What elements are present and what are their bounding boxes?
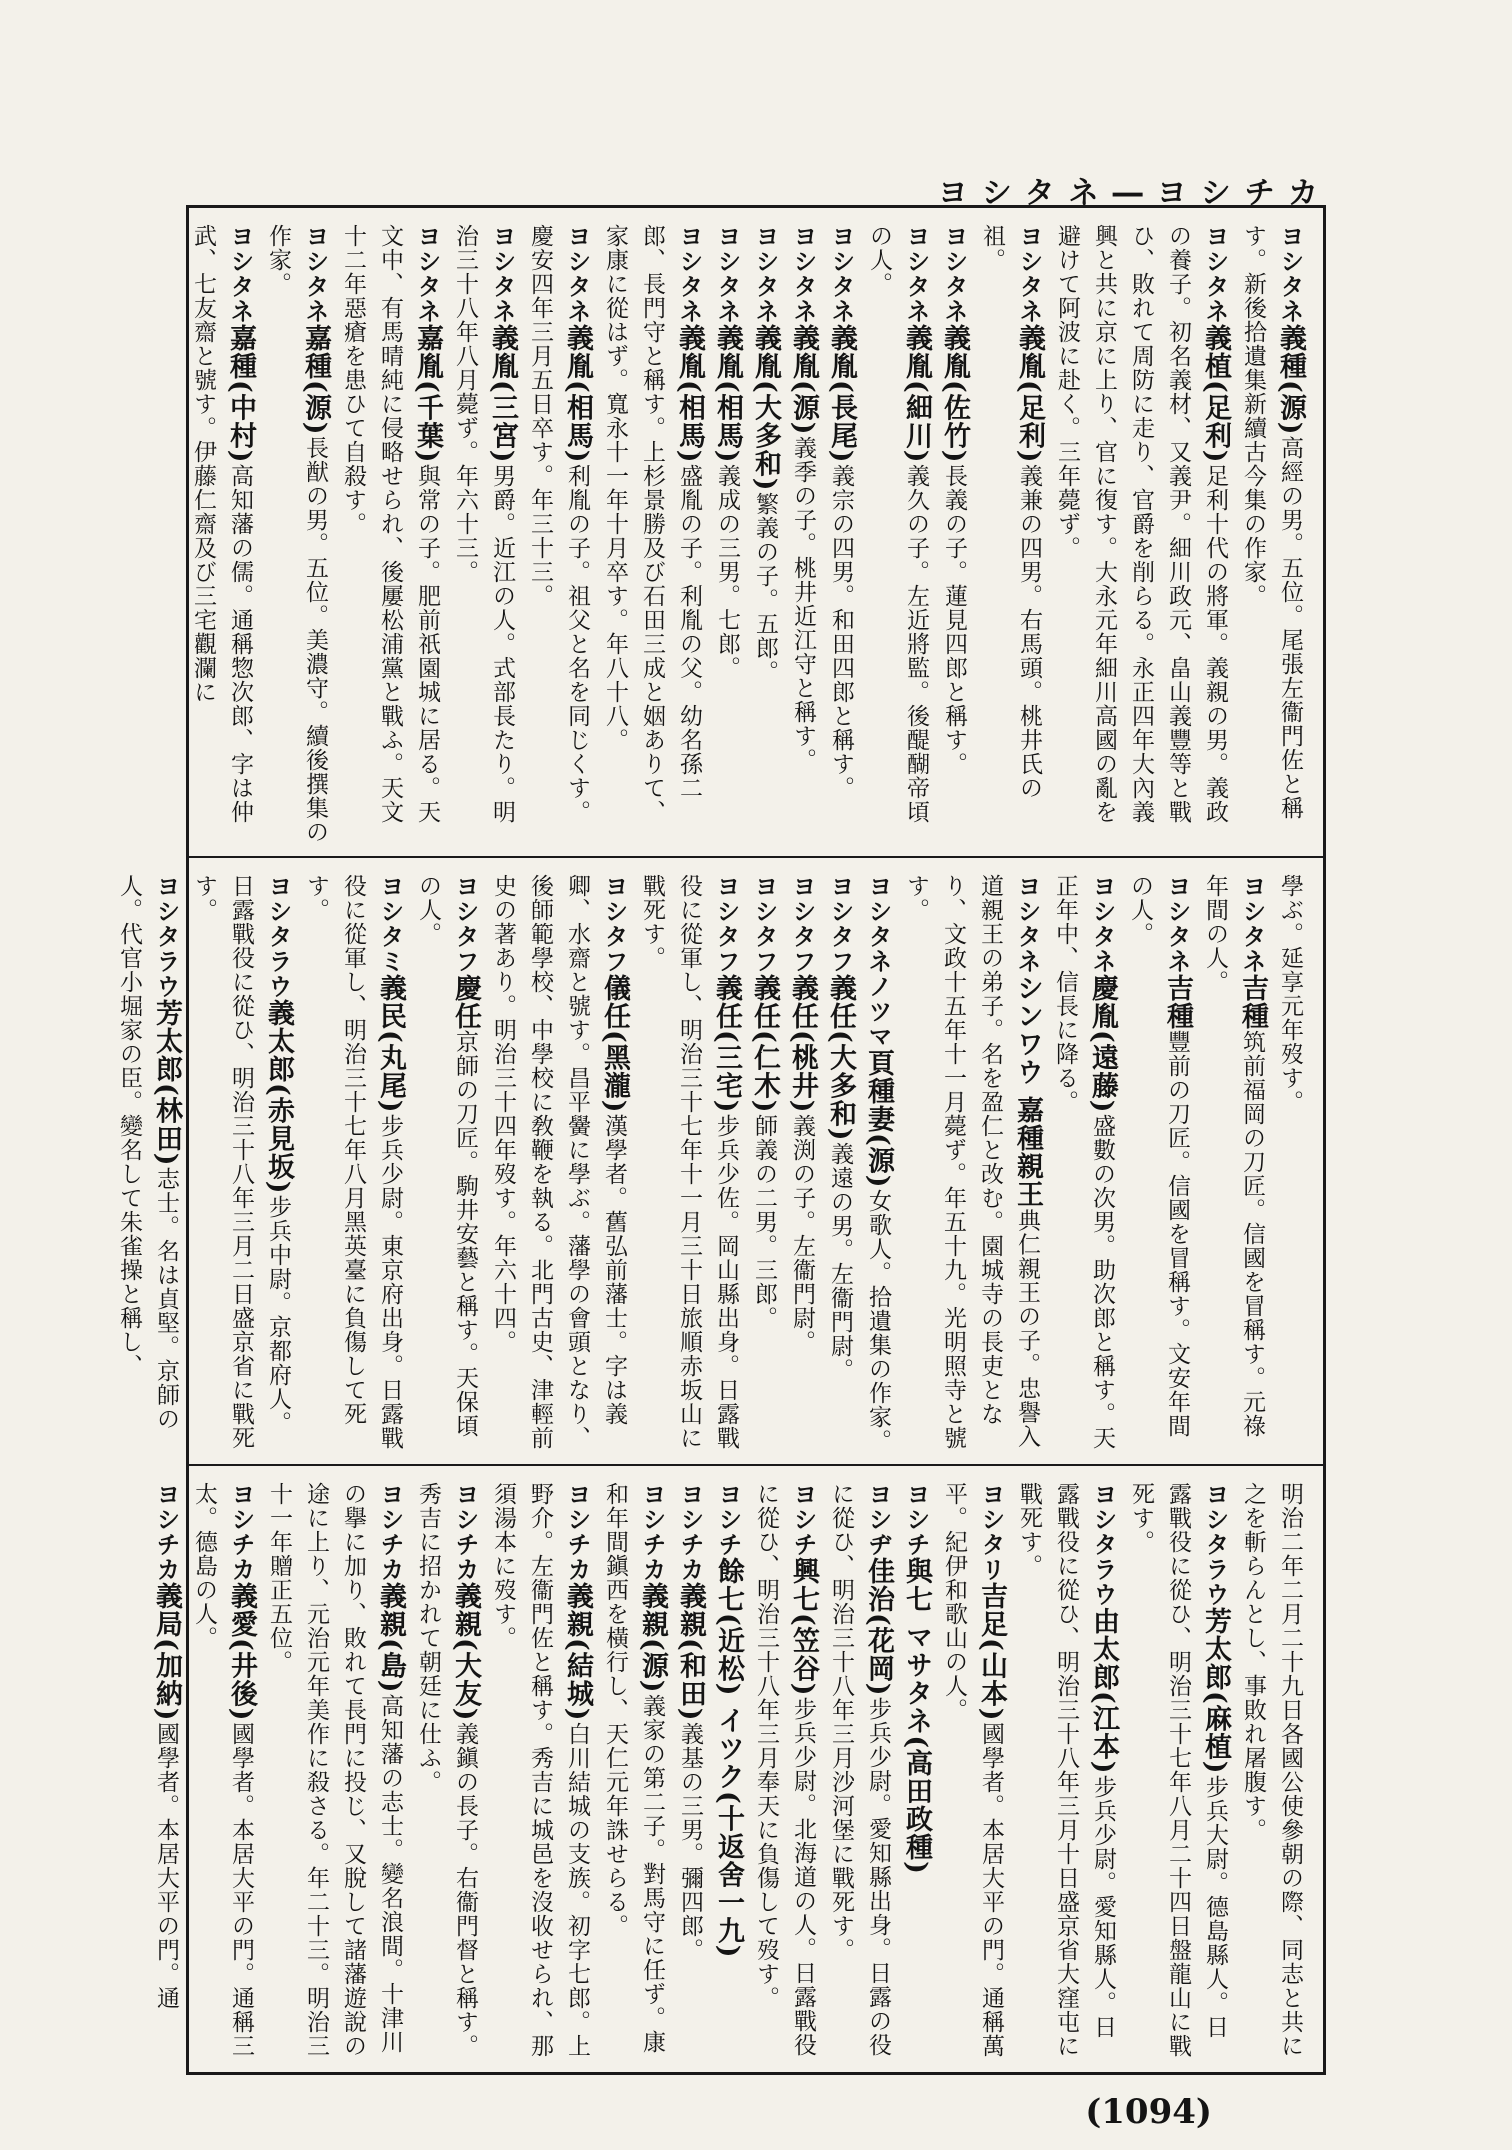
entry-text: 義基の三男。彌四郎。 [677,1721,703,1962]
dictionary-entry [1010,1482,1122,2062]
entry-headword: 嘉種(中村) [225,324,256,464]
entry-text: 步兵少尉。東京府出身。日露戰役に從軍し、明治三十七年八月黑英臺に負傷して死す。 [303,874,403,1450]
entry-text: 女歌人。拾遺集の作家。 [865,1188,891,1453]
entry-headword: 吉足(山本) [976,1582,1007,1722]
dictionary-entry [484,1482,596,2062]
entry-headword: 義任(桃井) [787,974,818,1114]
entry-headword: 吉種 [1162,974,1193,1030]
entry-reading: ヨシタフ [600,874,628,974]
entry-text: 步兵少尉。愛知縣出身。日露の役に從ひ、明治三十八年三月沙河堡に戰死す。 [828,1482,891,2057]
dictionary-entry [446,224,521,846]
dictionary-entry [1234,224,1309,846]
entry-headword: 佳治(花岡) [863,1557,894,1697]
running-head: ヨシタネ―ヨシチカ [937,176,1332,211]
entry-headword: 興七(笠谷) [788,1557,819,1697]
entry-reading: ヨシチカ [152,1482,180,1582]
dictionary-entry [671,1482,709,2062]
entry-reading: ヨシタフ [826,874,854,974]
entry-text: 盛數の次男。助次郎と稱す。天正年中、信長に降る。 [1052,874,1115,1450]
entry-reading: ヨシタネ [1013,874,1041,974]
dictionary-entry [1122,1482,1234,2062]
dictionary-entry [633,874,745,1454]
entry-text: 京師の刀匠。駒井安藝と稱す。天保頃の人。 [415,874,478,1438]
dictionary-entry [1234,1482,1309,2062]
entry-text: 男爵。近江の人。式部長たり。明治三十八年八月薨ず。年六十三。 [452,224,515,824]
entry-headword: 芳太郎(林田) [151,999,182,1167]
entry-headword: 義愛(井後) [226,1582,257,1722]
entry-text: 步兵少尉。愛知縣人。日露戰役に從ひ、明治三十八年三月十日盛京省大窪屯に戰死す。 [1016,1482,1116,2058]
entry-text: 步兵少佐。岡山縣出身。日露戰役に從軍し、明治三十七年十一月三十日旅順赤坂山に戰死す。 [639,874,739,1450]
entry-headword: 義植(足利) [1200,324,1231,464]
entry-text: 高知藩の志士。變名浪間。十津川の擧に加り、敗れて長門に投じ、又脫して諸藩遊說の途に上り、元治元年美作に殺さる。年二十三。明治三十一年贈正五位。 [266,1482,403,2058]
entry-reading: ヨシタフ [750,874,778,974]
entry-text: 利胤の子。祖父と名を同じくす。慶安四年三月五日卒す。年三十三。 [527,224,590,824]
entry-reading: ヨシタミ [376,874,404,974]
dictionary-entry [185,1482,260,2062]
entry-text: 步兵大尉。德島縣人。日露戰役に從ひ、明治三十七年八月二十四日盤龍山に戰死す。 [1128,1482,1228,2058]
dictionary-entry [747,1482,822,2062]
entry-reading: ヨシチカ [638,1482,666,1582]
entry-headword: 由太郎(江本) [1088,1607,1119,1775]
entry-text: 足利十代の將軍。義親の男。義政の養子。初名義材、又義尹。細川政元、畠山義豐等と戰ひ、敗れて周防に走り、官爵を削らる。永正四年大內義興と共に京に上り、官に復す。大永元年細川高國の亂を避けて阿波に赴く。三年薨ず。 [1054,224,1228,824]
dictionary-entry [897,1482,935,2062]
entry-text: 筑前福岡の刀匠。信國を冒稱す。元祿年間の人。 [1202,874,1265,1438]
entry-reading: ヨシタネ [940,224,968,324]
page-number: (1094) [1085,2092,1212,2132]
entry-headword: 嘉種(源) [300,324,331,436]
entry-text: 白川結城の支族。初字七郎。上野介。左衞門佐と稱す。秀吉に城邑を沒收せられ、那須湯本に歿す。 [490,1482,590,2058]
dictionary-frame [116,205,1326,2075]
entry-reading: ヨシタネ [789,224,817,324]
dictionary-entry [1046,874,1121,1454]
entry-headword: 義胤(三宮) [487,324,518,464]
entry-reading: ヨシチ [789,1482,817,1557]
entry-text: 典仁親王の子。忠譽入道親王の弟子。名を盈仁と改む。園城寺の長吏となり、文政十五年十一月薨ず。年五十九。光明照寺と號す。 [903,874,1040,1450]
entry-headword: 義民(丸尾) [375,974,406,1114]
entry-text: 義鎭の長子。右衞門督と稱す。秀吉に招かれて朝廷に仕ふ。 [415,1482,478,2058]
entry-headword: 義局(加納) [151,1582,182,1722]
dictionary-entry [596,1482,671,2062]
entry-headword: 義親(島) [375,1582,406,1694]
entry-reading: ヨシタネ [226,224,254,324]
entry-reading: ヨシタネ [902,224,930,324]
entry-headword: 餘七(近松) イツク(十返舍一九) [713,1557,744,1959]
entry-headword: 芳太郎(麻植) [1200,1607,1231,1775]
tier-middle [116,858,1323,1466]
entry-text: 高經の男。五位。尾張左衞門佐と稱す。新後拾遺集新續古今集の作家。 [1240,224,1303,820]
entry-reading: ヨシタネ [1276,224,1304,324]
entry-reading: ヨシタフ [451,874,479,974]
entry-text: 步兵中尉。京都府人。日露戰役に從ひ、明治三十八年三月二日盛京省に戰死す。 [191,874,291,1450]
entry-text: 豐前の刀匠。信國を冒稱す。文安年間の人。 [1127,874,1190,1438]
entry-headword: 義種(源) [1275,324,1306,436]
entry-reading: ヨシタネ [827,224,855,324]
entry-headword: 義任(仁木) [749,974,780,1114]
entry-text: 義家の第二子。對馬守に任ず。康和年間鎭西を橫行し、天仁元年誅せらる。 [602,1482,665,2054]
entry-reading: ヨシタラウ [264,874,292,999]
entry-reading: ヨシタネ [713,224,741,324]
entry-reading: ヨシチカ [376,1482,404,1582]
entry-text: 長猷の男。五位。美濃守。續後撰集の作家。 [265,224,328,844]
dictionary-entry [897,874,1046,1454]
entry-headword: 慶任 [450,974,481,1030]
entry-reading: ヨシタネ [1201,224,1229,324]
entry-headword: 義胤(源) [788,324,819,436]
entry-reading: ヨシタネ [1163,874,1191,974]
entry-headword: 義親(大友) [450,1582,481,1722]
dictionary-entry [409,874,484,1454]
entry-headword: 義太郎(赤見坂) [263,999,294,1195]
entry-reading: ヨシタリ [977,1482,1005,1582]
entry-reading: ヨシタネ [488,224,516,324]
dictionary-entry [596,224,708,846]
tier-bottom [151,1466,1323,2072]
entry-headword: 義胤(足利) [1014,324,1045,464]
entry-headword: 義胤(佐竹) [939,324,970,464]
entry-text: 義季の子。桃井近江守と稱す。 [790,435,816,772]
dictionary-entry [745,874,783,1454]
dictionary-entry [709,1482,747,2062]
tier-top [189,208,1323,858]
dictionary-entry [973,224,1048,846]
entry-reading: ヨシタネ [751,224,779,324]
dictionary-entry [260,1482,409,2062]
entry-text: 高知藩の儒。通稱惣次郎、字は仲武、七友齋と號す。伊藤仁齋及び三宅觀瀾に [190,224,253,824]
entry-reading: ヨシタネ [1015,224,1043,324]
entry-headword: 義胤(相馬) [562,324,593,464]
dictionary-entry [521,224,596,846]
entry-text: 義成の三男。七郎。 [714,463,740,680]
entry-headword: 義胤(細川) [901,324,932,464]
entry-text: 漢學者。舊弘前藩士。字は義卿、水齋と號す。昌平黌に學ぶ。藩學の會頭となり、後師範學校、中學校に敎鞭を執る。北門古史、津輕前史の著あり。明治三十四年歿す。年六十四。 [490,874,627,1450]
dictionary-entry [935,224,973,846]
dictionary-entry [746,224,784,846]
entry-reading: ヨシタネ [675,224,703,324]
entry-text: 學ぶ。延享元年歿す。 [1277,874,1303,1114]
dictionary-entry [1121,874,1196,1454]
entry-text: 義兼の四男。右馬頭。桃井氏の祖。 [979,224,1042,800]
entry-reading: ヨシチカ [676,1482,704,1582]
entry-headword: 義胤(相馬) [674,324,705,464]
entry-text: 與常の子。肥前祇園城に居る。天文中、有馬晴純に侵略せられ、後屢松浦黨と戰ふ。天文十二年惡瘡を患ひて自殺す。 [340,224,440,824]
dictionary-entry [783,874,821,1454]
entry-headword: 義親(結城) [562,1582,593,1722]
entry-text: 步兵少尉。北海道の人。日露戰役に從ひ、明治三十八年三月奉天に負傷して歿す。 [753,1482,816,2057]
entry-text: 長義の子。蓮見四郎と稱す。 [941,463,967,776]
entry-headword: 義任(三宅) [711,974,742,1114]
entry-text: 義宗の四男。和田四郎と稱す。 [828,463,854,800]
entry-text: 義渕の子。左衞門尉。 [789,1113,815,1354]
entry-headword: 義親(源) [637,1582,668,1694]
entry-reading: ヨシタネ [413,224,441,324]
entry-headword: 義胤(大多和) [750,324,781,492]
entry-headword: 嘉胤(千葉) [412,324,443,464]
entry-text: 師義の二男。三郎。 [751,1113,777,1330]
entry-reading: ヨシタネノツマ [864,874,892,1049]
entry-reading: ヨシチ [902,1482,930,1557]
entry-reading: ヨシヂ [864,1482,892,1557]
entry-headword: 與七 マサタネ(高田政種) [901,1557,932,1875]
entry-headword: 慶胤(遠藤) [1087,974,1118,1114]
dictionary-entry [484,874,633,1454]
entry-text: 繁義の子。五郎。 [752,491,778,684]
entry-reading: ヨシタネ [563,224,591,324]
dictionary-entry [784,224,822,846]
dictionary-entry [1196,874,1271,1454]
entry-headword: 吉種 [1237,974,1268,1030]
entry-text: 盛胤の子。利胤の父。幼名孫二郎、長門守と稱す。上杉景勝及び石田三成と姻ありて、家康に從はず。寬永十一年十月卒す。年八十八。 [602,224,702,824]
entry-reading: ヨシチカ [451,1482,479,1582]
dictionary-entry [860,224,935,846]
dictionary-entry [110,874,185,1454]
entry-text: 義遠の男。左衞門尉。 [827,1141,853,1382]
dictionary-entry [409,1482,484,2062]
entry-reading: ヨシタフ [712,874,740,974]
entry-reading: ヨシタラウ [1089,1482,1117,1607]
entry-headword: 義親(和田) [675,1582,706,1722]
entry-reading: ヨシチカ [563,1482,591,1582]
dictionary-entry [297,874,409,1454]
entry-reading: ヨシタラウ [152,874,180,999]
entry-reading: ヨシチ [714,1482,742,1557]
dictionary-entry [935,1482,1010,2062]
dictionary-entry [147,1482,185,2062]
entry-headword: 儀任(黑瀧) [599,974,630,1114]
dictionary-entry [859,874,897,1454]
dictionary-entry [184,224,259,846]
dictionary-entry [822,224,860,846]
entry-reading: ヨシタフ [788,874,816,974]
dictionary-entry [821,874,859,1454]
entry-reading: ヨシタネ [1088,874,1116,974]
dictionary-entry [185,874,297,1454]
entry-reading: ヨシタネ [1238,874,1266,974]
entry-reading: ヨシタネ [301,224,329,324]
entry-text: 國學者。本居大平の門。通稱三太。德島の人。 [191,1482,254,2058]
entry-reading: ヨシチカ [227,1482,255,1582]
entry-text: 志士。名は貞堅。京師の人。代官小堀家の臣。變名して朱雀操と稱し、 [116,874,179,1431]
dictionary-entry [708,224,746,846]
entry-text: 明治二年二月二十九日各國公使參朝の際、同志と共に之を斬らんとし、事敗れ屠腹す。 [1240,1482,1303,2058]
dictionary-entry [334,224,446,846]
entry-headword: 義胤(長尾) [826,324,857,464]
entry-text: 義久の子。左近將監。後醍醐帝頃の人。 [866,224,929,824]
entry-reading: ヨシタラウ [1201,1482,1229,1607]
dictionary-entry [822,1482,897,2062]
entry-headword: 義胤(相馬) [712,324,743,464]
dictionary-entry [1271,874,1309,1454]
dictionary-entry [1048,224,1234,846]
entry-headword: シンワウ 嘉種親王 [1012,974,1043,1209]
entry-headword: 義任(大多和) [825,974,856,1142]
entry-text: 國學者。本居大平の門。通 [153,1721,179,2010]
entry-text: 國學者。本居大平の門。通稱萬平。紀伊和歌山の人。 [941,1482,1004,2058]
dictionary-entry [259,224,334,846]
entry-headword: 頁種妻(源) [863,1049,894,1189]
